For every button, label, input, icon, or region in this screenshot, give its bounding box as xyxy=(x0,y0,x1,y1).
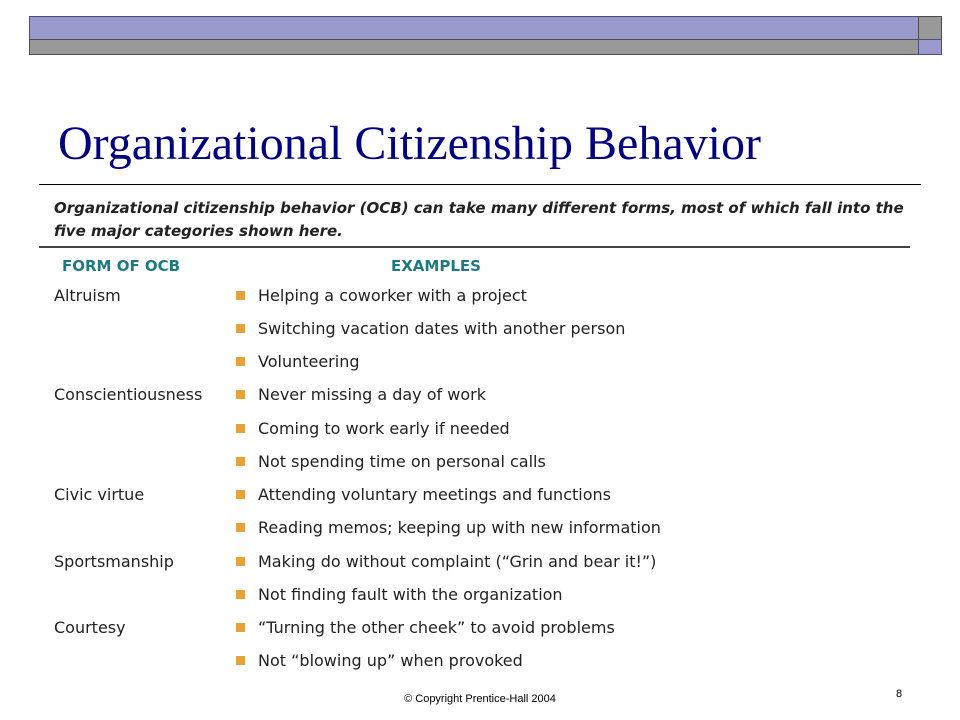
caption-divider xyxy=(39,246,910,248)
header-square-bottom xyxy=(918,39,942,55)
example-item xyxy=(236,585,563,604)
example-item xyxy=(236,352,360,371)
title-divider xyxy=(39,184,921,185)
example-item xyxy=(236,286,527,305)
header-bar-top xyxy=(29,16,919,39)
example-item xyxy=(236,518,661,537)
bullet-square-icon xyxy=(236,623,245,632)
example-text: Reading memos; keeping up with new information xyxy=(258,518,661,537)
bullet-square-icon xyxy=(236,490,245,499)
table-caption: Organizational citizenship behavior (OCB) can take many different forms, most of which fall into the five major categories shown here. xyxy=(54,199,904,240)
bullet-square-icon xyxy=(236,291,245,300)
bullet-square-icon xyxy=(236,324,245,333)
example-text: Attending voluntary meetings and functions xyxy=(258,485,611,504)
example-text: Not “blowing up” when provoked xyxy=(258,651,523,670)
form-label-altruism: Altruism xyxy=(54,286,121,305)
example-item xyxy=(236,452,546,471)
column-header-form: FORM OF OCB xyxy=(62,257,181,275)
example-text: Making do without complaint (“Grin and bear it!”) xyxy=(258,552,657,571)
bullet-square-icon xyxy=(236,457,245,466)
example-item xyxy=(236,618,615,637)
slide-title: Organizational Citizenship Behavior xyxy=(58,117,761,170)
example-item xyxy=(236,651,523,670)
example-item xyxy=(236,419,510,438)
bullet-square-icon xyxy=(236,390,245,399)
example-item xyxy=(236,552,656,571)
bullet-square-icon xyxy=(236,523,245,532)
form-label-conscientiousness: Conscientiousness xyxy=(54,385,203,404)
form-label-sportsmanship: Sportsmanship xyxy=(54,552,174,571)
example-text: Not spending time on personal calls xyxy=(258,452,546,471)
example-item xyxy=(236,385,486,404)
example-item xyxy=(236,319,625,338)
example-text: Volunteering xyxy=(258,352,360,371)
bullet-square-icon xyxy=(236,656,245,665)
column-header-examples: EXAMPLES xyxy=(391,257,481,275)
example-text: Never missing a day of work xyxy=(258,385,486,404)
header-bar-bottom xyxy=(29,39,919,55)
bullet-square-icon xyxy=(236,357,245,366)
example-text: Not finding fault with the organization xyxy=(258,585,563,604)
bullet-square-icon xyxy=(236,590,245,599)
example-item xyxy=(236,485,611,504)
copyright-notice: © Copyright Prentice-Hall 2004 xyxy=(404,693,556,705)
bullet-square-icon xyxy=(236,557,245,566)
bullet-square-icon xyxy=(236,424,245,433)
example-text: “Turning the other cheek” to avoid problems xyxy=(258,618,615,637)
example-text: Helping a coworker with a project xyxy=(258,286,527,305)
example-text: Switching vacation dates with another person xyxy=(258,319,626,338)
example-text: Coming to work early if needed xyxy=(258,419,510,438)
page-number: 8 xyxy=(896,688,903,700)
header-square-top xyxy=(918,16,942,39)
form-label-civic-virtue: Civic virtue xyxy=(54,485,145,504)
form-label-courtesy: Courtesy xyxy=(54,618,126,637)
